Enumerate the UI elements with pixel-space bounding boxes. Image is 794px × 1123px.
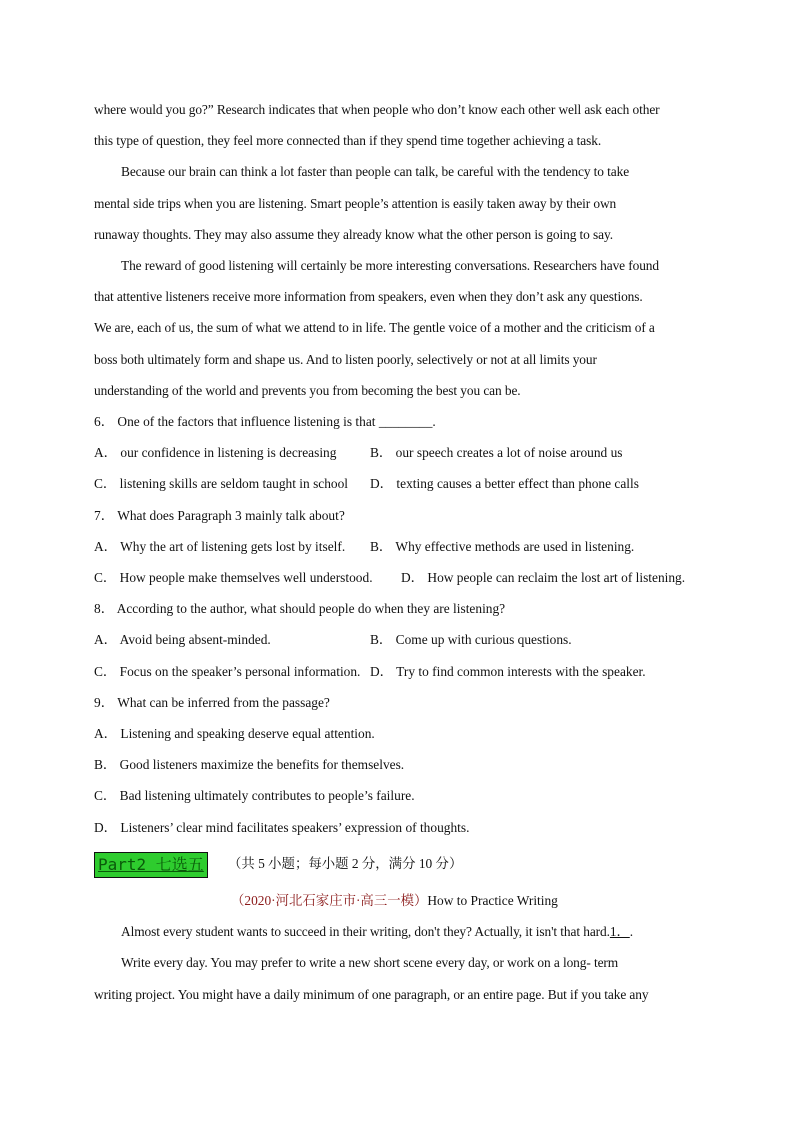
question-6-option-b[interactable]: B． our speech creates a lot of noise around us — [370, 445, 623, 460]
question-8-stem: 8． According to the author, what should people do when they are listening? — [94, 601, 506, 616]
question-7-option-d[interactable]: D． How people can reclaim the lost art of listening. — [401, 570, 686, 585]
passage-line: boss both ultimately form and shape us. And to listen poorly, selectively or not at all limits your — [94, 352, 597, 367]
passage-line: We are, each of us, the sum of what we attend to in life. The gentle voice of a mother and the criticism of a — [94, 320, 655, 335]
question-7-option-b[interactable]: B． Why effective methods are used in listening. — [370, 539, 635, 554]
passage-title: How to Practice Writing — [427, 893, 558, 908]
part2-paragraph-line: Write every day. You may prefer to write a new short scene every day, or work on a long- term — [121, 955, 619, 970]
answer-blank-1[interactable]: 1． — [609, 924, 630, 939]
passage-source — [231, 893, 558, 909]
passage-line: Because our brain can think a lot faster than people can talk, be careful with the tendency to take — [121, 164, 630, 179]
question-8-option-c[interactable]: C． Focus on the speaker’s personal information. — [94, 664, 361, 679]
part2-text: Almost every student wants to succeed in their writing, don't they? Actually, it isn't that hard. — [121, 924, 610, 939]
question-8-option-d[interactable]: D． Try to find common interests with the speaker. — [370, 664, 646, 679]
question-7-option-c[interactable]: C． How people make themselves well understood. — [94, 570, 373, 585]
passage-line: understanding of the world and prevents you from becoming the best you can be. — [94, 383, 521, 398]
question-6-option-a[interactable]: A． our confidence in listening is decreasing — [94, 445, 337, 460]
question-7-stem: 7． What does Paragraph 3 mainly talk about? — [94, 508, 345, 523]
question-6-stem: 6． One of the factors that influence listening is that ________. — [94, 414, 436, 429]
question-9-option-d[interactable]: D． Listeners’ clear mind facilitates speakers’ expression of thoughts. — [94, 820, 470, 835]
part2-scoring-note: （共 5 小题；每小题 2 分，满分 10 分） — [228, 856, 463, 871]
passage-line: runaway thoughts. They may also assume they already know what the other person is going to say. — [94, 227, 613, 242]
passage-line: where would you go?” Research indicates that when people who don’t know each other well ask each other — [94, 102, 660, 117]
question-9-option-c[interactable]: C． Bad listening ultimately contributes to people’s failure. — [94, 788, 415, 803]
question-9-option-b[interactable]: B． Good listeners maximize the benefits for themselves. — [94, 757, 405, 772]
question-7-option-a[interactable]: A． Why the art of listening gets lost by itself. — [94, 539, 346, 554]
passage-line: The reward of good listening will certainly be more interesting conversations. Researchers have found — [121, 258, 659, 273]
question-8-option-b[interactable]: B． Come up with curious questions. — [370, 632, 572, 647]
source-tag: （2020·河北石家庄市·高三一模） — [231, 893, 428, 908]
question-9-stem: 9． What can be inferred from the passage? — [94, 695, 330, 710]
question-6-option-c[interactable]: C． listening skills are seldom taught in school — [94, 476, 349, 491]
passage-line: that attentive listeners receive more information from speakers, even when they don’t ask any questions. — [94, 289, 643, 304]
question-8-option-a[interactable]: A． Avoid being absent-minded. — [94, 632, 271, 647]
part2-paragraph-line: writing project. You might have a daily minimum of one paragraph, or an entire page. But if you take any — [94, 987, 649, 1002]
part2-paragraph-line — [121, 924, 704, 940]
passage-line: this type of question, they feel more connected than if they spend time together achieving a task. — [94, 133, 602, 148]
part2-section-label: Part2 七选五 — [94, 852, 208, 878]
question-9-option-a[interactable]: A． Listening and speaking deserve equal attention. — [94, 726, 375, 741]
question-6-option-d[interactable]: D． texting causes a better effect than phone calls — [370, 476, 639, 491]
part2-text-end: . — [629, 924, 634, 939]
passage-line: mental side trips when you are listening. Smart people’s attention is easily taken away by their own — [94, 196, 617, 211]
